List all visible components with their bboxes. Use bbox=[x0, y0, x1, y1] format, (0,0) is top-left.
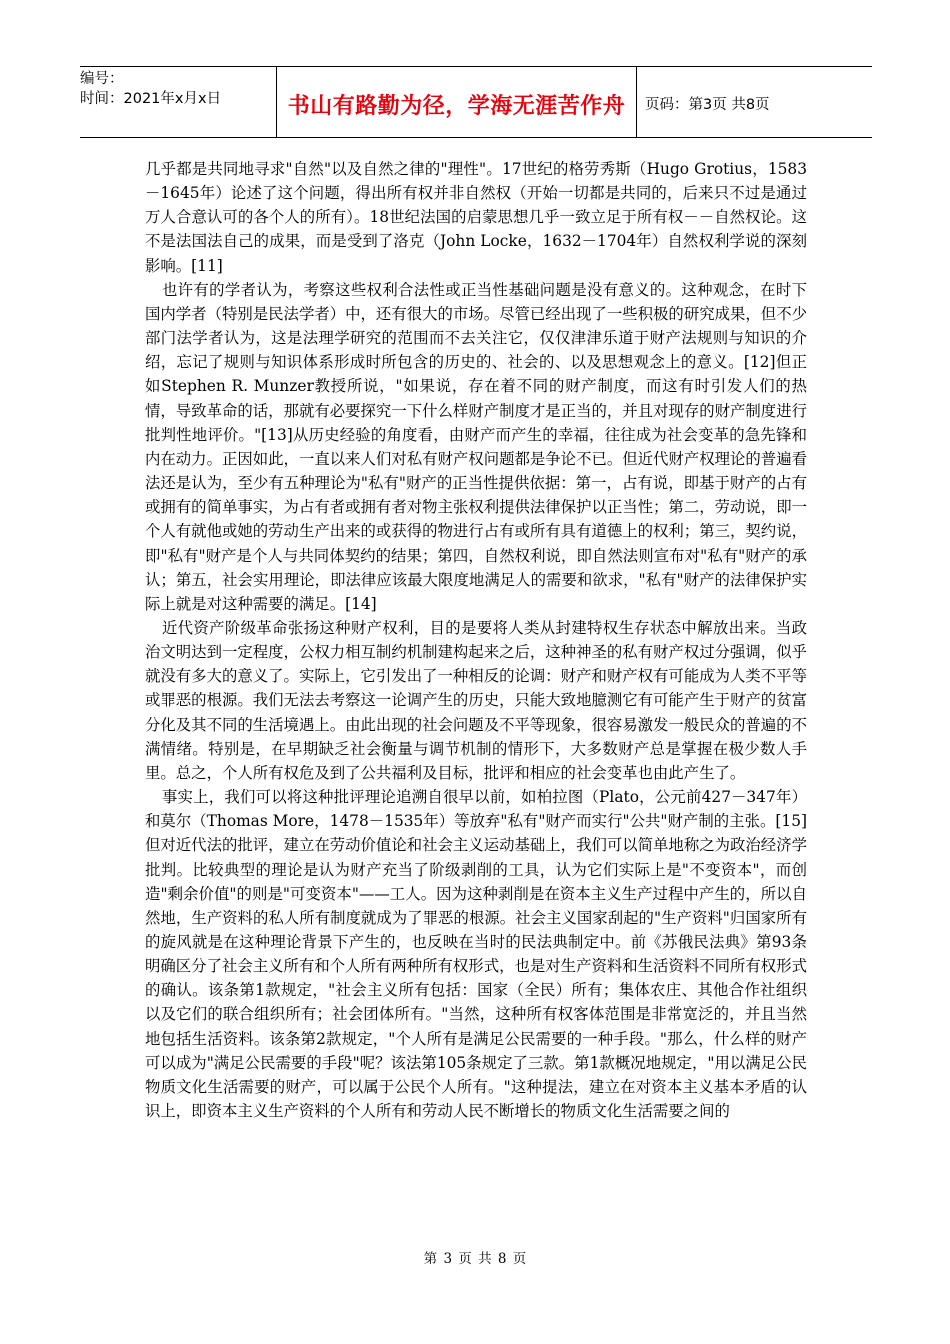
header-meta bbox=[80, 67, 276, 137]
document-body bbox=[145, 157, 807, 1123]
page-header bbox=[80, 66, 872, 138]
document-time-label: 时间：2021年x月x日 bbox=[80, 91, 222, 107]
body-paragraph-3: 近代资产阶级革命张扬这种财产权利，目的是要将人类从封建特权生存状态中解放出来。当政治文明达到一定程度，公权力相互制约机制建构起来之后，这种神圣的私有财产权过分强调，似乎就没有多大的意义了。实际上，它引发出了一种相反的论调：财产和财产权有可能成为人类不平等或罪恶的根源。我们无法去考察这一论调产生的历史，只能大致地臆测它有可能产生于财产的贫富分化及其不同的生活境遇上。由此出现的社会问题及不平等现象，很容易激发一般民众的普遍的不满情绪。特别是，在早期缺乏社会衡量与调节机制的情形下，大多数财产总是掌握在极少数人手里。总之，个人所有权危及到了公共福利及目标，批评和相应的社会变革也由此产生了。 bbox=[145, 618, 807, 782]
header-page-label: 页码：第3页 共8页 bbox=[645, 96, 770, 113]
header-page-cell bbox=[637, 67, 872, 137]
body-paragraph-1: 几乎都是共同地寻求"自然"以及自然之律的"理性"。17世纪的格劳秀斯（Hugo Grotius，1583－1645年）论述了这个问题，得出所有权并非自然权（开始一切都是共同的，后来只不过是通过万人合意认可的各个人的所有）。18世纪法国的启蒙思想几乎一致立足于所有权－－自然权论。这不是法国法自己的成果，而是受到了洛克（John Locke，1632－1704年）自然权利学说的深刻影响。[11] bbox=[145, 160, 807, 275]
page-footer bbox=[0, 1247, 950, 1267]
body-paragraph-2: 也许有的学者认为，考察这些权利合法性或正当性基础问题是没有意义的。这种观念，在时下国内学者（特别是民法学者）中，还有很大的市场。尽管已经出现了一些积极的研究成果，但不少部门法学者认为，这是法理学研究的范围而不去关注它，仅仅津津乐道于财产法规则与知识的介绍，忘记了规则与知识体系形成时所包含的历史的、社会的、以及思想观念上的意义。[12]但正如Stephen R. Munzer教授所说，"如果说，存在着不同的财产制度，而这有时引发人们的热情，导致革命的话，那就有必要探究一下什么样财产制度才是正当的，并且对现存的财产制度进行批判性地评价。"[13]从历史经验的角度看，由财产而产生的幸福，往往成为社会变革的急先锋和内在动力。正因如此，一直以来人们对私有财产权问题都是争论不已。但近代财产权理论的普遍看法还是认为，至少有五种理论为"私有"财产的正当性提供依据：第一，占有说，即基于财产的占有或拥有的简单事实，为占有者或拥有者对物主张权利提供法律保护以正当性；第二，劳动说，即一个人有就他或她的劳动生产出来的或获得的物进行占有或所有具有道德上的权利；第三，契约说，即"私有"财产是个人与共同体契约的结果；第四，自然权利说，即自然法则宣布对"私有"财产的承认；第五，社会实用理论，即法律应该最大限度地满足人的需要和欲求，"私有"财产的法律保护实际上就是对这种需要的满足。[14] bbox=[145, 280, 807, 613]
document-number-label: 编号： bbox=[80, 71, 124, 87]
footer-page-number: 第 3 页 共 8 页 bbox=[423, 1251, 527, 1267]
body-paragraph-4: 事实上，我们可以将这种批评理论追溯自很早以前，如柏拉图（Plato，公元前427－347年）和莫尔（Thomas More，1478－1535年）等放弃"私有"财产而实行"公共"财产制的主张。[15]但对近代法的批评，建立在劳动价值论和社会主义运动基础上，我们可以简单地称之为政治经济学批判。比较典型的理论是认为财产充当了阶级剥削的工具，认为它们实际上是"不变资本"，而创造"剩余价值"的则是"可变资本"——工人。因为这种剥削是在资本主义生产过程中产生的，所以自然地，生产资料的私人所有制度就成为了罪恶的根源。社会主义国家刮起的"生产资料"归国家所有的旋风就是在这种理论背景下产生的，也反映在当时的民法典制定中。前《苏俄民法典》第93条明确区分了社会主义所有和个人所有两种所有权形式，也是对生产资料和生活资料不同所有权形式的确认。该条第1款规定，"社会主义所有包括：国家（全民）所有；集体农庄、其他合作社组织以及它们的联合组织所有；社会团体所有。"当然，这种所有权客体范围是非常宽泛的，并且当然地包括生活资料。该条第2款规定，"个人所有是满足公民需要的一种手段。"那么，什么样的财产可以成为"满足公民需要的手段"呢？该法第105条规定了三款。第1款概况地规定，"用以满足公民物质文化生活需要的财产，可以属于公民个人所有。"这种提法，建立在对资本主义基本矛盾的认识上，即资本主义生产资料的个人所有和劳动人民不断增长的物质文化生活需要之间的 bbox=[145, 788, 807, 1121]
header-motto: 书山有路勤为径，学海无涯苦作舟 bbox=[287, 93, 626, 119]
header-motto-cell bbox=[276, 67, 637, 137]
